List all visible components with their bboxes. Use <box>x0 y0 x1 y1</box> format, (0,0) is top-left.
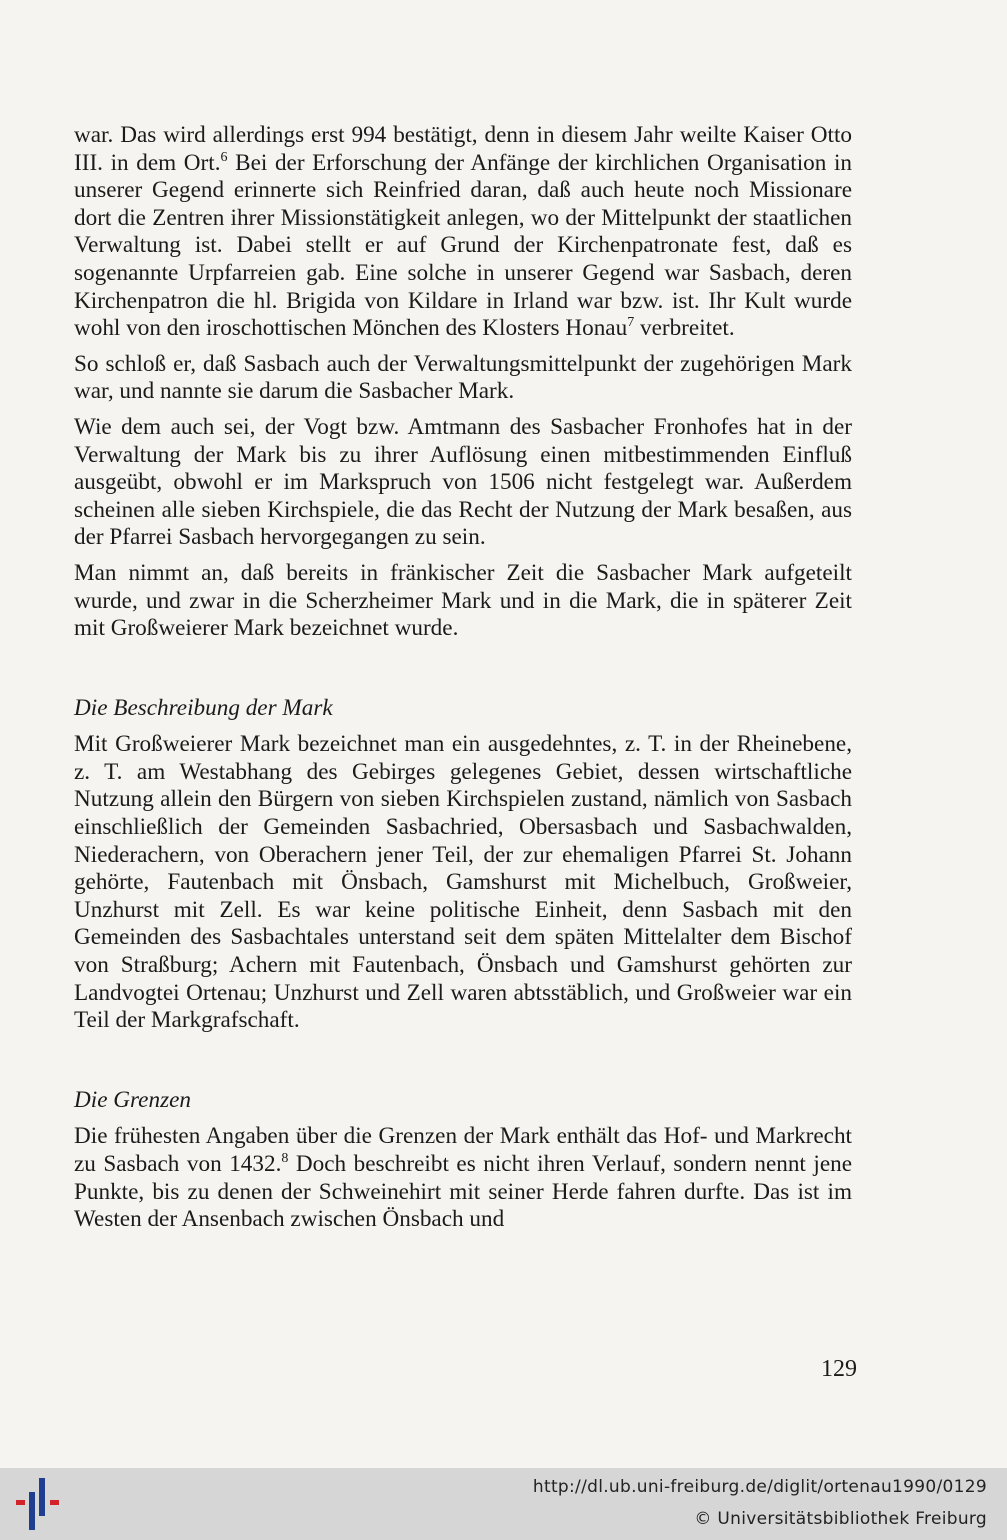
section-heading: Die Beschreibung der Mark <box>74 694 333 721</box>
page-number: 129 <box>821 1356 857 1382</box>
footer-bar <box>0 1468 1007 1540</box>
paragraph <box>74 1123 852 1233</box>
footnote-ref: 7 <box>627 315 635 331</box>
section-heading: Die Grenzen <box>74 1086 191 1113</box>
paragraph: Mit Großweierer Mark bezeichnet man ein ausgedehntes, z. T. in der Rheinebene, z. T. am Westabhang des Gebirges gelegenes Gebiet, dessen wirtschaftliche Nutzung allein den Bürgern von sieben Kirchspielen zustand, nämlich von Sasbach einschließlich der Gemeinden Sasbachried, Obersasbach und Sasbachwalden, Niederachern, von Oberachern jener Teil, der zur ehemaligen Pfarrei St. Johann gehörte, Fautenbach mit Önsbach, Gamshurst mit Michelbuch, Großweier, Unzhurst mit Zell. Es war keine politische Einheit, denn Sasbach mit den Gemeinden des Sasbachtales unterstand seit dem späten Mittelalter dem Bischof von Straßburg; Achern mit Fautenbach, Önsbach und Gamshurst gehörten zur Landvogtei Ortenau; Unzhurst und Zell waren abtsstäblich, und Großweier war ein Teil der Markgrafschaft. <box>74 731 852 1034</box>
paragraph-text: Die frühesten Angaben über die Grenzen der Mark enthält das Hof- und Markrecht zu Sasbach von 1432. <box>74 1123 852 1177</box>
source-url-link[interactable]: http://dl.ub.uni-freiburg.de/diglit/ortenau1990/0129 <box>532 1477 987 1497</box>
paragraph-text: verbreitet. <box>634 315 735 342</box>
paragraph-text: Doch beschreibt es nicht ihren Verlauf, sondern nennt jene Punkte, bis zu denen der Schweinehirt mit seiner Herde fahren durfte. Das ist im Westen der Ansenbach zwischen Önsbach und <box>74 1151 852 1233</box>
paragraph-text: Bei der Erforschung der Anfänge der kirchlichen Organisation in unserer Gegend erinnerte sich Reinfried daran, daß auch heute noch Missionare dort die Zentren ihrer Missionstätigkeit anlegen, wo der Mittelpunkt der staatlichen Verwaltung ist. Dabei stellt er auf Grund der Kirchenpatronate fest, daß es sogenannte Urpfarreien gab. Eine solche in unserer Gegend war Sasbach, deren Kirchenpatron die hl. Brigida von Kildare in Irland war bzw. ist. Ihr Kult wurde wohl von den iroschottischen Mönchen des Klosters Honau <box>74 149 852 342</box>
paragraph: Wie dem auch sei, der Vogt bzw. Amtmann des Sasbacher Fronhofes hat in der Verwaltung der Mark bis zu ihrer Auflösung einen mitbestimmenden Einfluß ausgeübt, obwohl er im Markspruch von 1506 nicht festgelegt war. Außerdem scheinen alle sieben Kirchspiele, die das Recht der Nutzung der Mark besaßen, aus der Pfarrei Sasbach hervorgegangen zu sein. <box>74 413 852 551</box>
footnote-ref: 6 <box>220 149 228 165</box>
footnote-ref: 8 <box>281 1151 289 1166</box>
ub-freiburg-logo-icon[interactable] <box>12 1476 64 1532</box>
paragraph-text: war. Das wird allerdings erst 994 bestätigt, denn in diesem Jahr weilte Kaiser Otto III. in dem Ort. <box>74 122 852 176</box>
body-text <box>74 122 852 1234</box>
copyright-text: © Universitätsbibliothek Freiburg <box>694 1509 987 1529</box>
paragraph <box>74 122 852 343</box>
paragraph: So schloß er, daß Sasbach auch der Verwaltungsmittelpunkt der zugehörigen Mark war, und nannte sie darum die Sasbacher Mark. <box>74 350 852 405</box>
paragraph: Man nimmt an, daß bereits in fränkischer Zeit die Sasbacher Mark aufgeteilt wurde, und zwar in die Scherzheimer Mark und in die Mark, die in späterer Zeit mit Großweierer Mark bezeichnet wurde. <box>74 559 852 642</box>
